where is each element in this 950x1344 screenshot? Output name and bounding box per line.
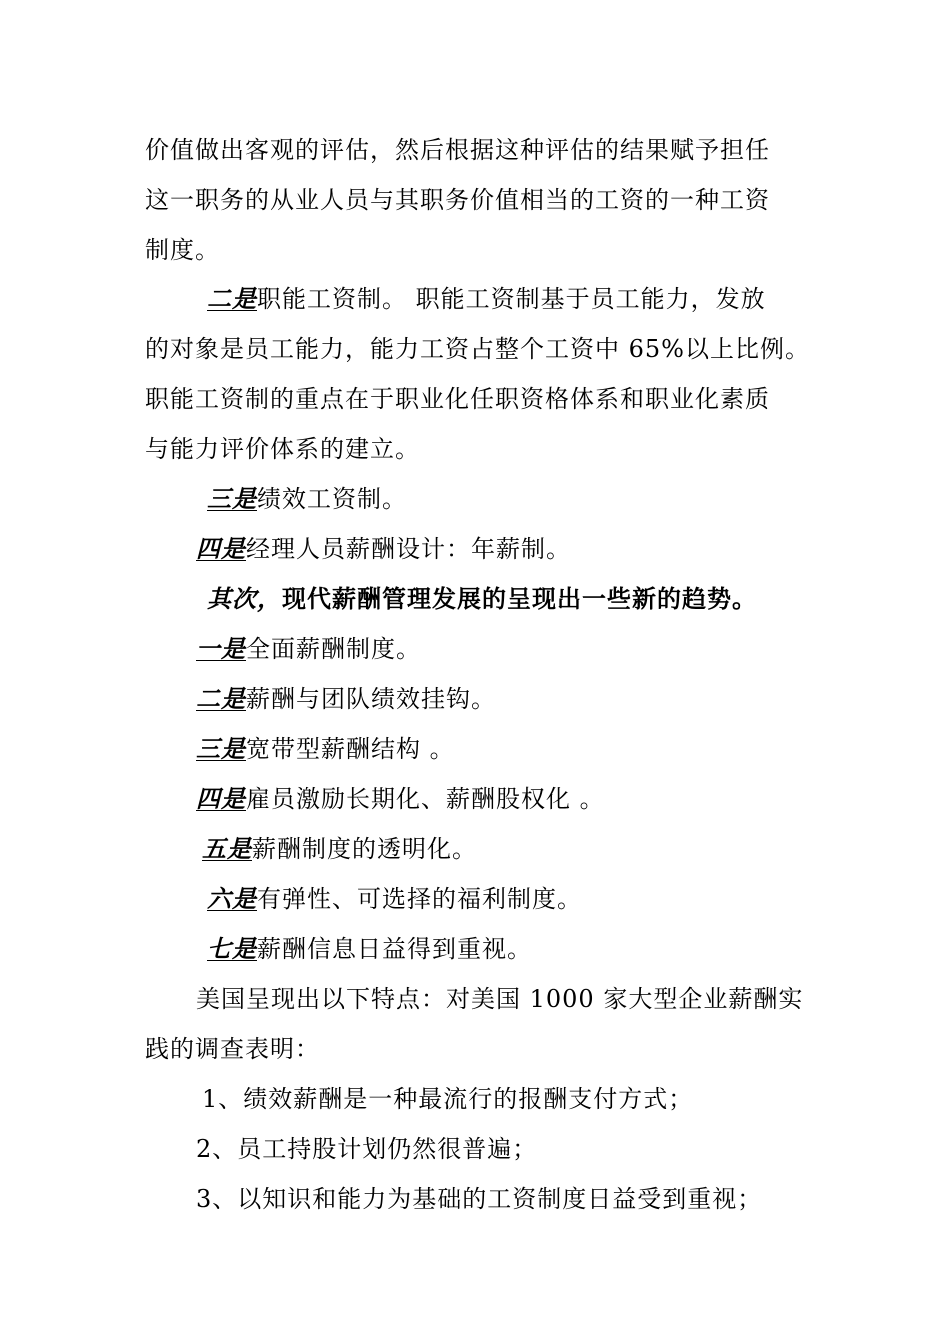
line-text: 职能工资制。 职能工资制基于员工能力，发放 <box>257 285 766 313</box>
line-text: 薪酬制度的透明化。 <box>252 835 477 863</box>
ordinal-lead: 二是 <box>207 284 257 313</box>
ordinal-lead: 三是 <box>207 484 257 513</box>
paragraph-line <box>207 484 407 514</box>
line-text: 宽带型薪酬结构 。 <box>246 735 455 763</box>
line-text: 价值做出客观的评估，然后根据这种评估的结果赋予担任 <box>145 136 770 164</box>
list-item-text: 2、员工持股计划仍然很普遍； <box>196 1135 538 1163</box>
ordinal-lead: 四是 <box>196 534 246 563</box>
paragraph-line <box>196 784 605 814</box>
ordinal-lead: 六是 <box>207 884 257 913</box>
paragraph-line <box>145 135 770 165</box>
paragraph-line <box>145 185 770 215</box>
heading-text: 现代薪酬管理发展的呈现出一些新的趋势。 <box>282 584 757 613</box>
ordinal-lead: 四是 <box>196 784 246 813</box>
line-text: 职能工资制的重点在于职业化任职资格体系和职业化素质 <box>145 385 770 413</box>
line-text: 经理人员薪酬设计：年薪制。 <box>246 535 571 563</box>
list-item <box>196 1134 537 1164</box>
paragraph-line <box>196 534 571 564</box>
line-text: 的对象是员工能力，能力工资占整个工资中 65%以上比例。 <box>145 335 810 363</box>
list-item-text: 3、以知识和能力为基础的工资制度日益受到重视； <box>196 1185 763 1213</box>
list-item-text: 1、绩效薪酬是一种最流行的报酬支付方式； <box>202 1085 694 1113</box>
line-text: 全面薪酬制度。 <box>246 635 421 663</box>
list-item <box>202 1084 693 1114</box>
line-text: 这一职务的从业人员与其职务价值相当的工资的一种工资 <box>145 186 770 214</box>
paragraph-line <box>145 384 770 414</box>
paragraph-line <box>196 634 421 664</box>
paragraph-line <box>145 334 810 364</box>
line-text: 薪酬与团队绩效挂钩。 <box>246 685 496 713</box>
section-heading <box>207 584 757 614</box>
paragraph-line <box>207 934 532 964</box>
line-text: 有弹性、可选择的福利制度。 <box>257 885 582 913</box>
list-item <box>196 1184 762 1214</box>
paragraph-line <box>145 1034 320 1064</box>
ordinal-lead: 一是 <box>196 634 246 663</box>
paragraph-line <box>196 984 803 1014</box>
line-text: 薪酬信息日益得到重视。 <box>257 935 532 963</box>
line-text: 制度。 <box>145 236 220 264</box>
paragraph-line <box>207 884 582 914</box>
paragraph-line <box>145 434 420 464</box>
line-text: 与能力评价体系的建立。 <box>145 435 420 463</box>
line-text: 雇员激励长期化、薪酬股权化 。 <box>246 785 605 813</box>
ordinal-lead: 五是 <box>202 834 252 863</box>
ordinal-lead: 二是 <box>196 684 246 713</box>
line-text: 践的调查表明： <box>145 1035 320 1063</box>
paragraph-line <box>196 684 496 714</box>
line-text: 绩效工资制。 <box>257 485 407 513</box>
ordinal-lead: 七是 <box>207 934 257 963</box>
paragraph-line <box>202 834 477 864</box>
paragraph-line <box>145 235 220 265</box>
line-text: 美国呈现出以下特点：对美国 1000 家大型企业薪酬实 <box>196 985 804 1013</box>
ordinal-lead: 三是 <box>196 734 246 763</box>
heading-lead: 其次， <box>207 584 282 613</box>
paragraph-line <box>196 734 455 764</box>
paragraph-line <box>207 284 766 314</box>
